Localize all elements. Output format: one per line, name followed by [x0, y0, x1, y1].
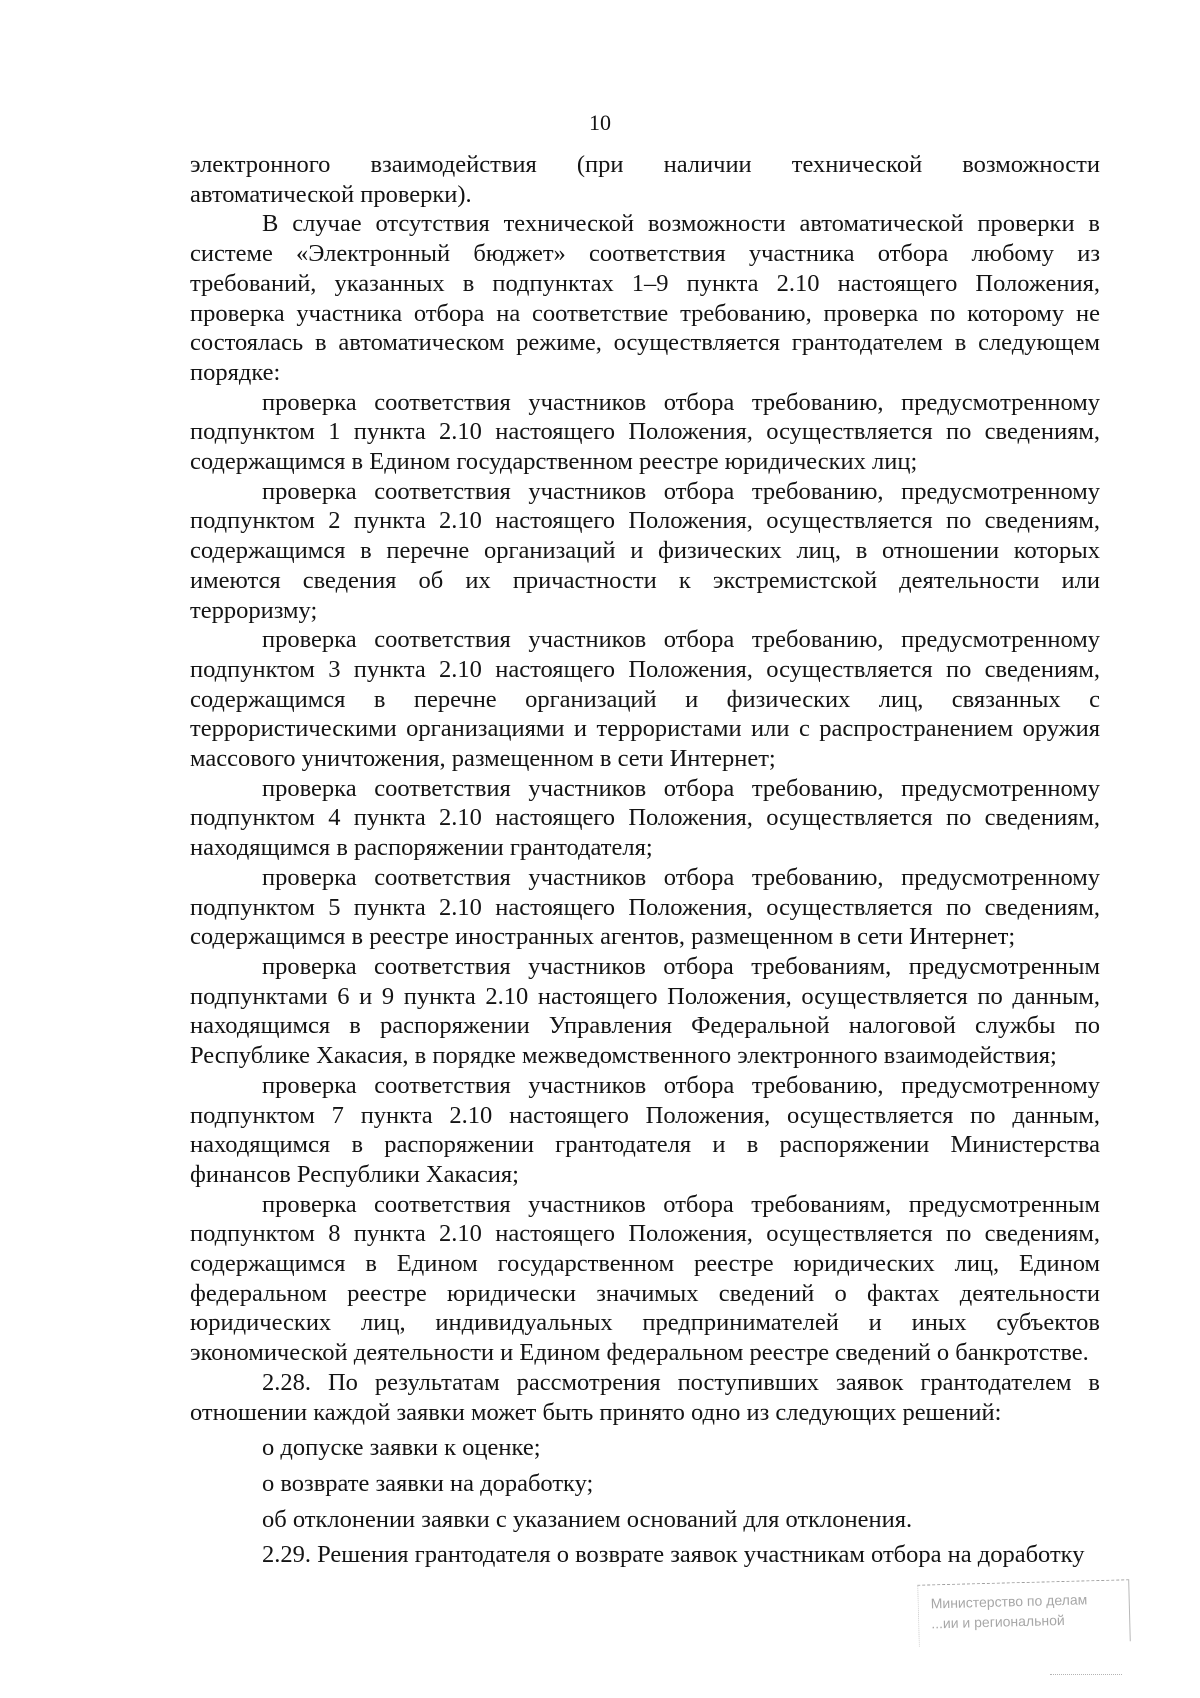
list-item-decision-return: о возврате заявки на доработку;	[262, 1469, 594, 1497]
paragraph-check-subitems-6-9: проверка соответствия участников отбора требованиям, предусмотренным подпунктами 6 и 9 пункта 2.10 настоящего Положения, осуществляется по данным, находящимся в распоряжении Управления Федеральной налоговой службы по Республике Хакасия, в порядке межведомственного электронного взаимодействия;	[190, 952, 1100, 1070]
list-item-decision-reject: об отклонении заявки с указанием оснований для отклонения.	[262, 1505, 913, 1533]
list-item-decision-admit: о допуске заявки к оценке;	[262, 1434, 541, 1462]
paragraph-check-subitem-8: проверка соответствия участников отбора требованиям, предусмотренным подпунктом 8 пункта 2.10 настоящего Положения, осуществляется по сведениям, содержащимся в Едином государственном реестре юридических лиц, Едином федеральном реестре юридически значимых сведений о фактах деятельности юридических лиц, индивидуальных предпринимателей и иных субъектов экономической деятельности и Едином федеральном реестре сведений о банкротстве.	[190, 1190, 1100, 1367]
stamp-mark	[1050, 1674, 1122, 1675]
paragraph-section-2-28: 2.28. По результатам рассмотрения поступивших заявок грантодателем в отношении каждой заявки может быть принято одно из следующих решений:	[190, 1368, 1100, 1426]
paragraph-check-subitem-2: проверка соответствия участников отбора требованию, предусмотренному подпунктом 2 пункта 2.10 настоящего Положения, осуществляется по сведениям, содержащимся в перечне организаций и физических лиц, в отношении которых имеются сведения об их причастности к экстремистской деятельности или терроризму;	[190, 477, 1100, 624]
stamp-line-2: ...ии и региональной	[931, 1611, 1065, 1632]
document-body	[190, 150, 1100, 1570]
paragraph-check-subitem-4: проверка соответствия участников отбора требованию, предусмотренному подпунктом 4 пункта 2.10 настоящего Положения, осуществляется по сведениям, находящимся в распоряжении грантодателя;	[190, 774, 1100, 862]
ministry-stamp	[917, 1579, 1131, 1647]
paragraph-continuation: электронного взаимодействия (при наличии технической возможности автоматической проверки).	[190, 151, 1100, 208]
paragraph-check-subitem-3: проверка соответствия участников отбора требованию, предусмотренному подпунктом 3 пункта 2.10 настоящего Положения, осуществляется по сведениям, содержащимся в перечне организаций и физических лиц, связанных с террористическими организациями и террористами или с распространением оружия массового уничтожения, размещенном в сети Интернет;	[190, 626, 1100, 773]
paragraph-check-subitem-1: проверка соответствия участников отбора требованию, предусмотренному подпунктом 1 пункта 2.10 настоящего Положения, осуществляется по сведениям, содержащимся в Едином государственном реестре юридических лиц;	[190, 388, 1100, 476]
paragraph-manual-check-intro: В случае отсутствия технической возможности автоматической проверки в системе «Электронный бюджет» соответствия участника отбора любому из требований, указанных в подпунктах 1–9 пункта 2.10 настоящего Положения, проверка участника отбора на соответствие требованию, проверка по которому не состоялась в автоматическом режиме, осуществляется грантодателем в следующем порядке:	[190, 210, 1100, 386]
paragraph-check-subitem-5: проверка соответствия участников отбора требованию, предусмотренному подпунктом 5 пункта 2.10 настоящего Положения, осуществляется по сведениям, содержащимся в реестре иностранных агентов, размещенном в сети Интернет;	[190, 863, 1100, 951]
paragraph-check-subitem-7: проверка соответствия участников отбора требованию, предусмотренному подпунктом 7 пункта 2.10 настоящего Положения, осуществляется по данным, находящимся в распоряжении грантодателя и в распоряжении Министерства финансов Республики Хакасия;	[190, 1071, 1100, 1188]
paragraph-section-2-29: 2.29. Решения грантодателя о возврате заявок участникам отбора на доработку	[262, 1541, 1085, 1569]
stamp-line-1: Министерство по делам	[930, 1591, 1088, 1612]
page-number: 10	[589, 110, 611, 135]
